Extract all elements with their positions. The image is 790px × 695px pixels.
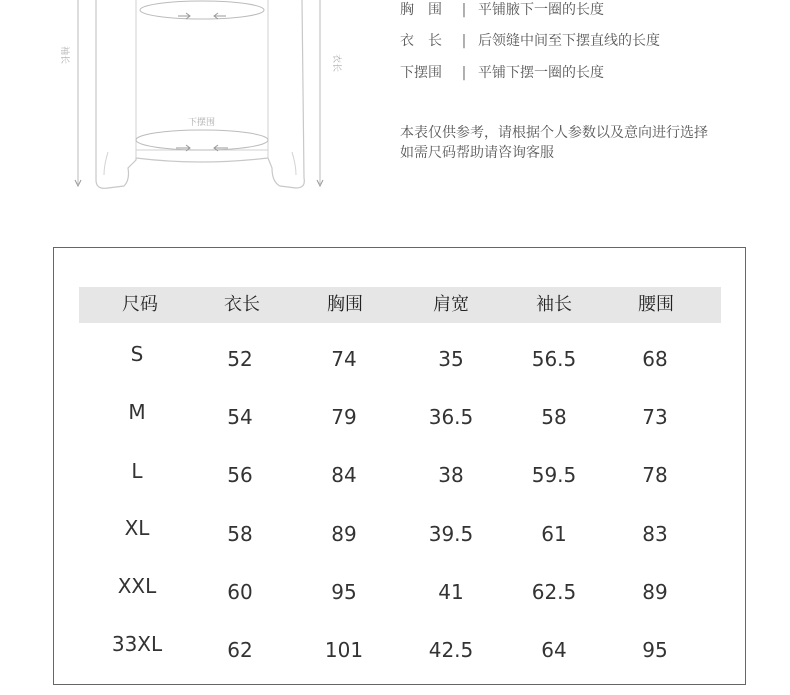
cell-sleeve: 59.5 xyxy=(531,463,577,487)
cell-waist: 83 xyxy=(642,522,668,546)
cell-shoulder: 35 xyxy=(438,347,464,371)
cell-length: 52 xyxy=(227,347,253,371)
cell-length: 58 xyxy=(227,522,253,546)
cell-size: 33XL xyxy=(111,632,163,656)
hem-label: 下摆围 xyxy=(188,118,216,128)
header-waist: 腰围 xyxy=(638,294,674,315)
legend-term: 下摆围 xyxy=(400,65,442,81)
legend-separator: | xyxy=(461,2,467,18)
legend-separator: | xyxy=(461,33,467,49)
hem-measure-ellipse xyxy=(136,130,268,150)
cell-length: 56 xyxy=(227,463,253,487)
legend-term: 胸 围 xyxy=(400,2,442,18)
cell-waist: 73 xyxy=(642,405,668,429)
garment-diagram xyxy=(0,0,380,200)
length-label: 衣长 xyxy=(331,54,341,73)
cell-chest: 101 xyxy=(324,638,364,662)
table-header xyxy=(79,287,721,323)
header-shoulder: 肩宽 xyxy=(433,294,469,315)
size-table xyxy=(53,247,746,685)
garment-inner-lines xyxy=(104,0,296,175)
cell-chest: 84 xyxy=(331,463,357,487)
cell-shoulder: 41 xyxy=(438,580,464,604)
cell-shoulder: 39.5 xyxy=(428,522,474,546)
cell-size: S xyxy=(130,342,144,366)
cell-sleeve: 62.5 xyxy=(531,580,577,604)
legend-desc: 后领缝中间至下摆直线的长度 xyxy=(478,33,660,49)
cell-size: M xyxy=(128,400,146,424)
header-sleeve: 袖长 xyxy=(536,294,572,315)
cell-shoulder: 36.5 xyxy=(428,405,474,429)
header-length: 衣长 xyxy=(224,294,260,315)
cell-sleeve: 56.5 xyxy=(531,347,577,371)
cell-waist: 89 xyxy=(642,580,668,604)
header-size: 尺码 xyxy=(122,294,158,315)
cell-shoulder: 38 xyxy=(438,463,464,487)
note-line-1: 本表仅供参考，请根据个人参数以及意向进行选择 xyxy=(400,125,708,141)
cell-chest: 74 xyxy=(331,347,357,371)
legend-row xyxy=(400,63,604,83)
cell-chest: 79 xyxy=(331,405,357,429)
chest-measure-ellipse xyxy=(140,1,264,19)
cell-waist: 78 xyxy=(642,463,668,487)
cell-waist: 68 xyxy=(642,347,668,371)
cell-length: 62 xyxy=(227,638,253,662)
cell-sleeve: 61 xyxy=(541,522,567,546)
cell-shoulder: 42.5 xyxy=(428,638,474,662)
sleeve-label: 袖长 xyxy=(59,46,69,65)
legend-term: 衣 长 xyxy=(400,33,442,49)
legend-desc: 平铺下摆一圈的长度 xyxy=(478,65,604,81)
garment-outline xyxy=(96,0,304,188)
cell-size: XL xyxy=(124,516,150,540)
note-line-2: 如需尺码帮助请咨询客服 xyxy=(400,145,554,161)
cell-length: 54 xyxy=(227,405,253,429)
legend-desc: 平铺腋下一圈的长度 xyxy=(478,2,604,18)
legend-row xyxy=(400,31,660,51)
legend-row xyxy=(400,0,604,20)
cell-chest: 89 xyxy=(331,522,357,546)
cell-chest: 95 xyxy=(331,580,357,604)
cell-length: 60 xyxy=(227,580,253,604)
header-chest: 胸围 xyxy=(327,294,363,315)
size-note xyxy=(400,123,708,163)
cell-size: L xyxy=(131,459,143,483)
legend-separator: | xyxy=(461,65,467,81)
cell-waist: 95 xyxy=(642,638,668,662)
cell-sleeve: 64 xyxy=(541,638,567,662)
cell-size: XXL xyxy=(117,574,157,598)
cell-sleeve: 58 xyxy=(541,405,567,429)
